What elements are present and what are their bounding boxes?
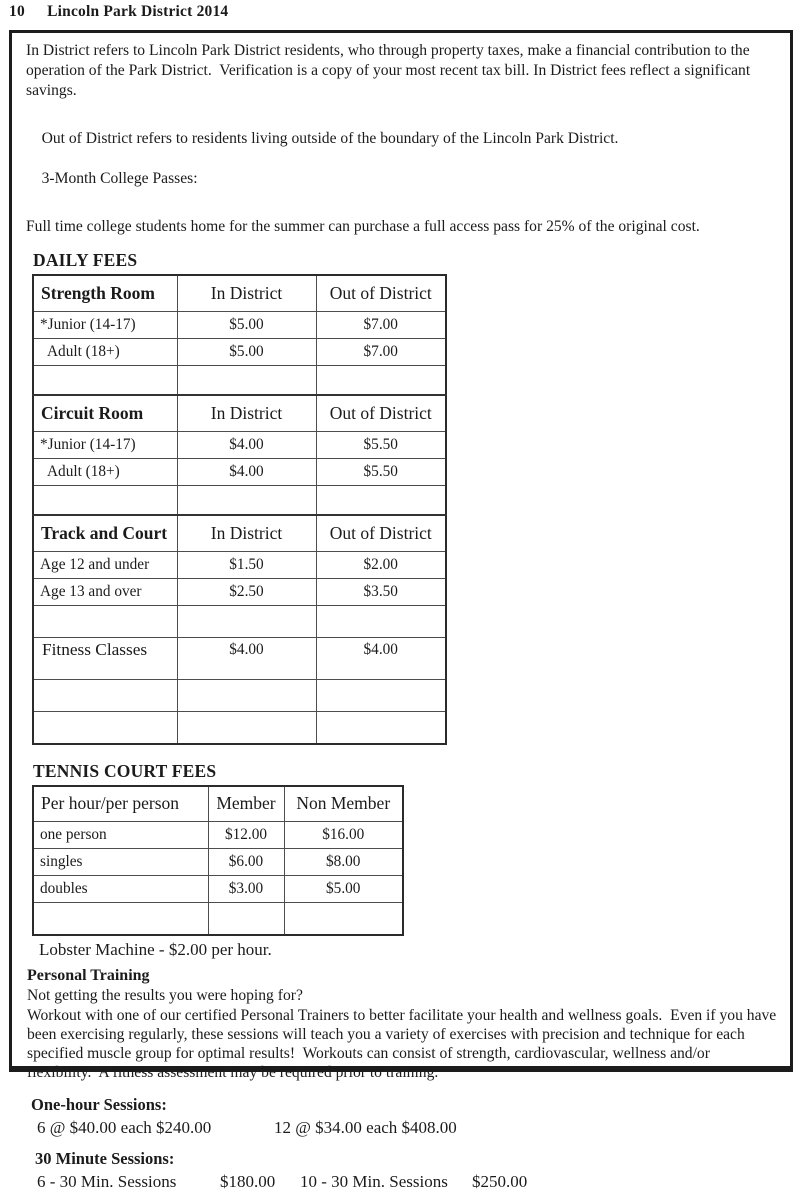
personal-training-paragraph: Workout with one of our certified Personal Trainers to better facilitate your health and wellness goals. Even if you have been exercising regularly, these sessions will teach you a variety of exercises with precision and technique for each specified muscle group for optimal results! Workouts can consist of strength, cardiovascular, wellness and/or flexibility. A fitness assessment may be required prior to training. [27,1007,781,1081]
table-cell: Non Member [284,786,403,822]
table-row [33,849,403,876]
college-passes-line: 3-Month College Passes: [41,170,198,187]
table-row-tennis-header [33,786,403,822]
daily-fees-title: DAILY FEES [33,250,138,270]
table-cell: singles [33,849,208,876]
thirty-minute-sessions-heading: 30 Minute Sessions: [35,1149,175,1168]
table-cell: Track and Court [33,515,177,552]
table-row-track-header [33,515,446,552]
content-box [9,30,793,1191]
thirty-min-option-6-price: $180.00 [220,1172,276,1191]
table-cell: $5.00 [284,876,403,903]
table-cell: $4.00 [316,638,446,680]
table-cell: $7.00 [316,312,446,339]
table-row-strength-header [33,275,446,312]
one-hour-sessions-heading: One-hour Sessions: [31,1095,167,1114]
daily-fees-table [32,274,447,745]
intro-paragraph-1: In District refers to Lincoln Park District residents, who through property taxes, make a financial contribution to the operation of the Park District. Verification is a copy of your most recent tax bill. In District fees reflect a significant savings. [26,42,755,99]
table-cell: doubles [33,876,208,903]
table-cell: Out of District [316,515,446,552]
table-cell: $4.00 [177,638,316,680]
table-cell: *Junior (14-17) [33,312,177,339]
table-row-empty [33,712,446,745]
table-cell: $3.00 [208,876,284,903]
one-hour-sessions-line [37,1118,778,1138]
table-cell: Out of District [316,395,446,432]
table-cell: $4.00 [177,459,316,486]
thirty-minute-sessions-line [37,1172,778,1192]
table-cell: In District [177,275,316,312]
tennis-fees-title: TENNIS COURT FEES [33,761,217,781]
table-row-empty [33,903,403,936]
page-header [0,0,800,26]
table-row-empty [33,366,446,396]
table-cell: In District [177,395,316,432]
table-row [33,339,446,366]
table-cell: Adult (18+) [33,459,177,486]
table-row [33,432,446,459]
table-cell: $3.50 [316,579,446,606]
table-cell: $5.50 [316,432,446,459]
lobster-machine-note: Lobster Machine - $2.00 per hour. [39,940,272,959]
table-cell: $1.50 [177,552,316,579]
thirty-min-option-10-price: $250.00 [472,1172,528,1191]
table-cell: Member [208,786,284,822]
out-of-district-line: Out of District refers to residents living outside of the boundary of the Lincoln Park District. [41,130,619,147]
one-hour-option-6: 6 @ $40.00 each $240.00 [37,1118,212,1137]
one-hour-option-12: 12 @ $34.00 each $408.00 [274,1118,457,1137]
table-cell: $7.00 [316,339,446,366]
table-cell: Adult (18+) [33,339,177,366]
table-row [33,459,446,486]
table-row-empty [33,680,446,712]
page-title: Lincoln Park District 2014 [47,3,229,20]
table-cell: $16.00 [284,822,403,849]
table-cell: $8.00 [284,849,403,876]
table-row [33,552,446,579]
personal-training-question: Not getting the results you were hoping for? [27,987,303,1004]
table-cell: Age 12 and under [33,552,177,579]
thirty-min-option-6-label: 6 - 30 Min. Sessions [37,1172,177,1191]
table-cell: $6.00 [208,849,284,876]
table-row-fitness [33,638,446,680]
table-cell: Fitness Classes [33,638,177,680]
table-cell: $5.00 [177,312,316,339]
intro-paragraph-2 [26,109,778,209]
table-cell: $12.00 [208,822,284,849]
table-cell: $4.00 [177,432,316,459]
table-row-empty [33,606,446,638]
table-cell: Per hour/per person [33,786,208,822]
table-cell: $5.50 [316,459,446,486]
thirty-min-option-10-label: 10 - 30 Min. Sessions [300,1172,448,1191]
table-cell: Out of District [316,275,446,312]
table-cell: Strength Room [33,275,177,312]
intro-paragraph-3: Full time college students home for the summer can purchase a full access pass for 25% of the original cost. [26,218,700,235]
table-row-empty [33,486,446,516]
table-row [33,579,446,606]
table-row-circuit-header [33,395,446,432]
table-row [33,312,446,339]
table-row [33,822,403,849]
table-cell: $2.00 [316,552,446,579]
table-row [33,876,403,903]
tennis-fees-table [32,785,404,936]
table-cell: *Junior (14-17) [33,432,177,459]
page-number: 10 [9,3,25,20]
table-cell: Age 13 and over [33,579,177,606]
table-cell: $2.50 [177,579,316,606]
personal-training-heading: Personal Training [27,967,150,984]
table-cell: $5.00 [177,339,316,366]
table-cell: In District [177,515,316,552]
table-cell: one person [33,822,208,849]
table-cell: Circuit Room [33,395,177,432]
